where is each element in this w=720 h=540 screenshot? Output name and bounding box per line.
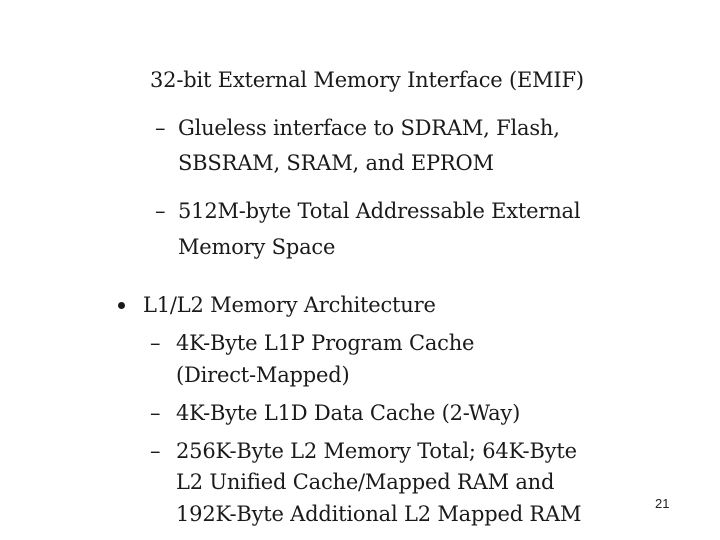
section-heading-memory-architecture: L1/L2 Memory Architecture: [143, 293, 436, 317]
bullet-text: 192K-Byte Additional L2 Mapped RAM: [176, 502, 582, 526]
bullet-text: L2 Unified Cache/Mapped RAM and: [176, 470, 555, 494]
bullet-text: 4K-Byte L1P Program Cache: [176, 331, 475, 355]
dash-marker: –: [150, 331, 161, 355]
bullet-text: (Direct-Mapped): [176, 363, 350, 387]
page-number: 21: [655, 496, 670, 511]
dash-marker: –: [150, 439, 161, 463]
bullet-dot-icon: [118, 302, 125, 309]
bullet-text: SBSRAM, SRAM, and EPROM: [178, 151, 494, 175]
bullet-text: Memory Space: [178, 235, 336, 259]
dash-marker: –: [155, 116, 166, 140]
dash-marker: –: [155, 199, 166, 223]
section-heading-emif: 32-bit External Memory Interface (EMIF): [150, 68, 584, 92]
bullet-text: Glueless interface to SDRAM, Flash,: [178, 116, 560, 140]
bullet-text: 4K-Byte L1D Data Cache (2-Way): [176, 401, 521, 425]
bullet-text: 512M-byte Total Addressable External: [178, 199, 581, 223]
dash-marker: –: [150, 401, 161, 425]
bullet-text: 256K-Byte L2 Memory Total; 64K-Byte: [176, 439, 577, 463]
